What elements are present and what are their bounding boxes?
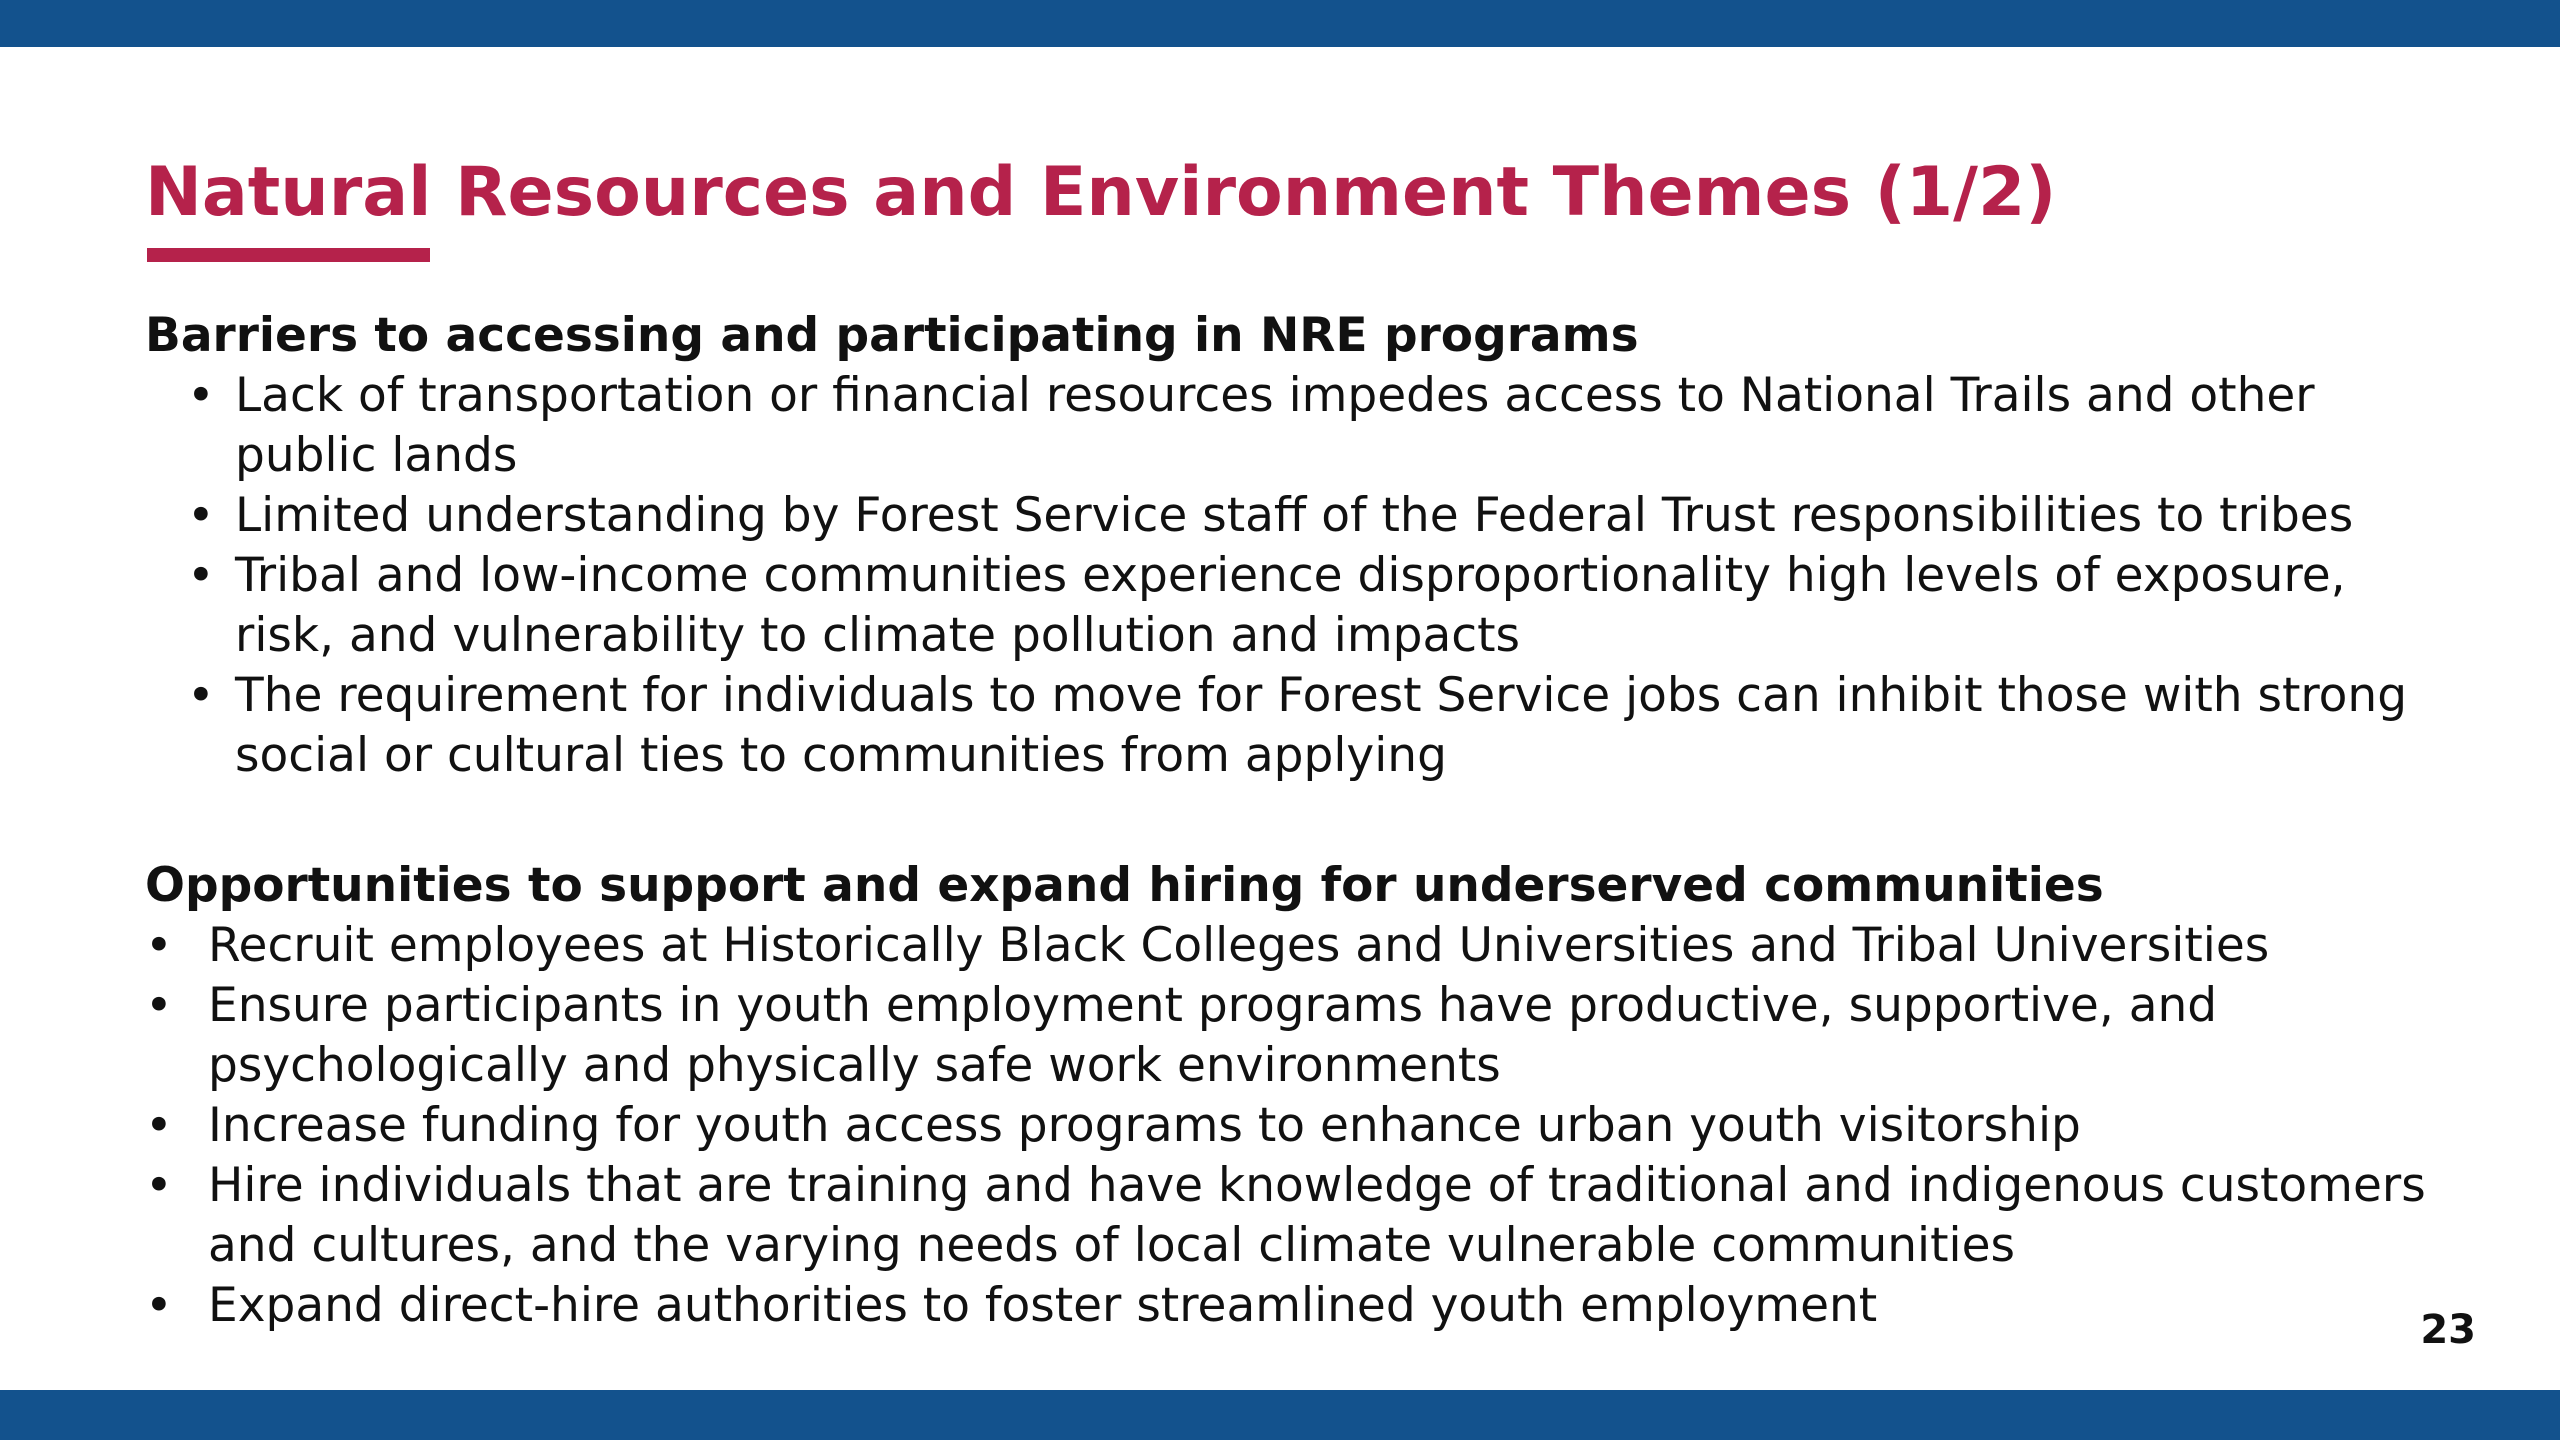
bullet-icon: • xyxy=(187,548,215,603)
barriers-section xyxy=(145,306,2435,786)
bullet-icon: • xyxy=(187,368,215,423)
bullet-text: Tribal and low-income communities experience disproportionality high levels of exposure, risk, and vulnerability to climate pollution and impacts xyxy=(235,548,2346,663)
barriers-list xyxy=(145,366,2435,786)
bullet-icon: • xyxy=(145,1278,173,1333)
list-item xyxy=(145,666,2435,786)
title-underline xyxy=(147,248,430,262)
bottom-accent-bar xyxy=(0,1390,2560,1440)
bullet-icon: • xyxy=(145,1098,173,1153)
bullet-text: Increase funding for youth access programs to enhance urban youth visitorship xyxy=(208,1098,2081,1153)
list-item xyxy=(145,1096,2435,1156)
list-item xyxy=(145,1156,2435,1276)
bullet-text: The requirement for individuals to move for Forest Service jobs can inhibit those with strong social or cultural ties to communities from applying xyxy=(235,668,2408,783)
opportunities-list xyxy=(145,916,2435,1336)
slide-content xyxy=(145,306,2435,1336)
bullet-icon: • xyxy=(145,1158,173,1213)
bullet-text: Lack of transportation or financial resources impedes access to National Trails and other public lands xyxy=(235,368,2315,483)
slide-title: Natural Resources and Environment Themes (1/2) xyxy=(145,153,2057,232)
bullet-text: Hire individuals that are training and have knowledge of traditional and indigenous customers and cultures, and the varying needs of local climate vulnerable communities xyxy=(208,1158,2426,1273)
bullet-icon: • xyxy=(145,918,173,973)
top-accent-bar xyxy=(0,0,2560,47)
bullet-text: Ensure participants in youth employment programs have productive, supportive, and psychologically and physically safe work environments xyxy=(208,978,2218,1093)
list-item xyxy=(145,486,2435,546)
bullet-text: Recruit employees at Historically Black Colleges and Universities and Tribal Universities xyxy=(208,918,2270,973)
opportunities-heading: Opportunities to support and expand hiring for underserved communities xyxy=(145,858,2104,913)
opportunities-section xyxy=(145,856,2435,1336)
bullet-text: Expand direct-hire authorities to foster streamlined youth employment xyxy=(208,1278,1878,1333)
bullet-icon: • xyxy=(187,488,215,543)
list-item xyxy=(145,976,2435,1096)
barriers-heading: Barriers to accessing and participating in NRE programs xyxy=(145,308,1639,363)
bullet-icon: • xyxy=(145,978,173,1033)
page-number: 23 xyxy=(2420,1307,2476,1353)
list-item xyxy=(145,546,2435,666)
bullet-icon: • xyxy=(187,668,215,723)
list-item xyxy=(145,366,2435,486)
list-item xyxy=(145,916,2435,976)
bullet-text: Limited understanding by Forest Service staff of the Federal Trust responsibilities to tribes xyxy=(235,488,2354,543)
list-item xyxy=(145,1276,2435,1336)
